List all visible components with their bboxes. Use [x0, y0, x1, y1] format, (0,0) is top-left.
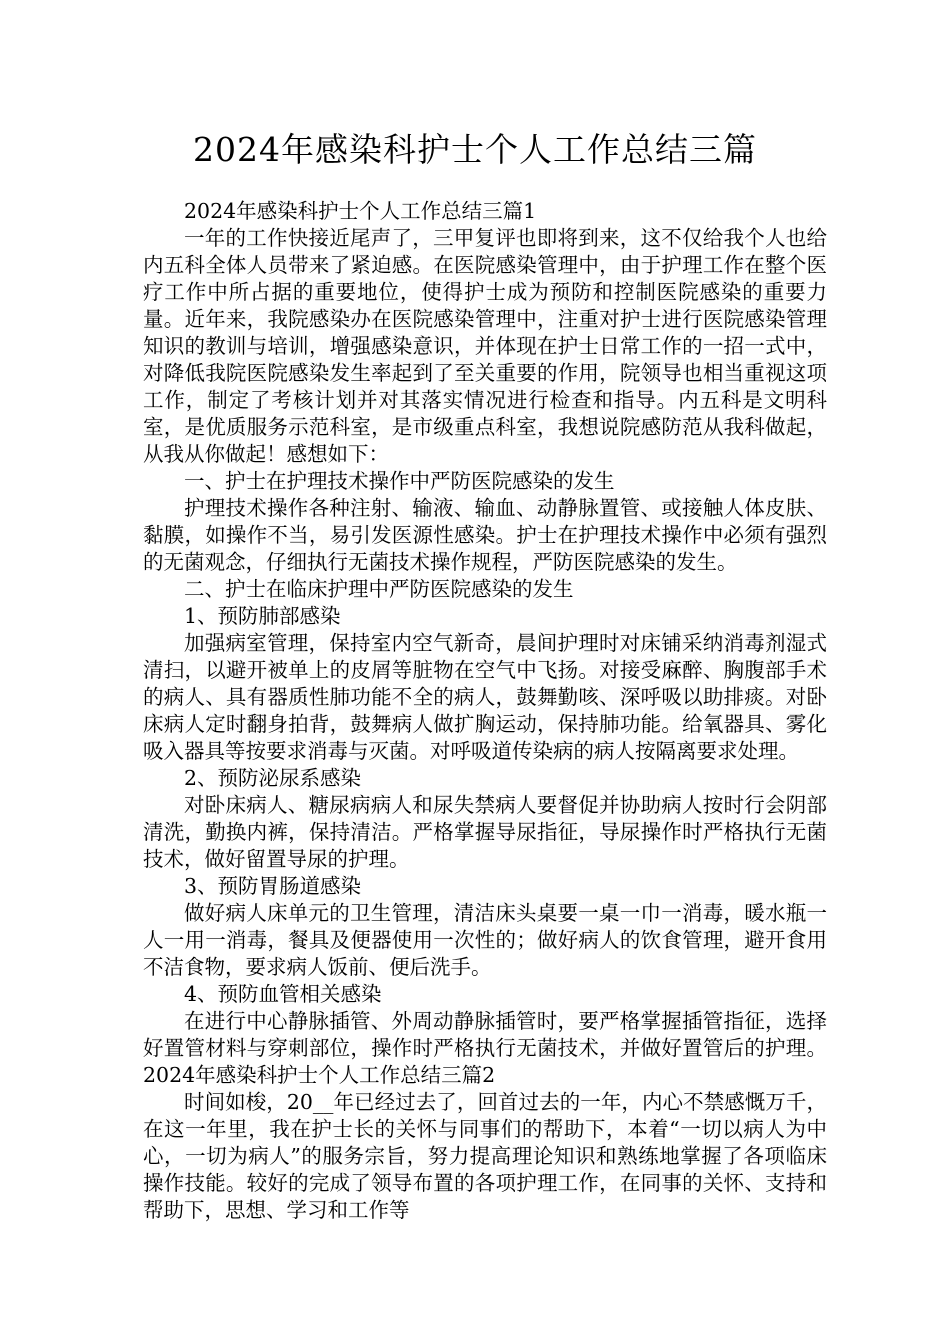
body-paragraph: 一年的工作快接近尾声了，三甲复评也即将到来，这不仅给我个人也给内五科全体人员带来了紧迫感。在医院感染管理中，由于护理工作在整个医疗工作中所占据的重要地位，使得护士成为预防和控制医院感染的重要力量。近年来，我院感染办在医院感染管理中，注重对护士进行医院感染管理知识的教训与培训，增强感染意识，并体现在护士日常工作的一招一式中，对降低我院医院感染发生率起到了至关重要的作用，院领导也相当重视这项工作，制定了考核计划并对其落实情况进行检查和指导。内五科是文明科室，是优质服务示范科室，是市级重点科室，我想说院感防范从我科做起，从我从你做起！感想如下：	[143, 226, 827, 466]
body-paragraph: 加强病室管理，保持室内空气新奇，晨间护理时对床铺采纳消毒剂湿式清扫，以避开被单上的皮屑等脏物在空气中飞扬。对接受麻醉、胸腹部手术的病人、具有器质性肺功能不全的病人，鼓舞勤咳、深呼吸以助排痰。对卧床病人定时翻身拍背，鼓舞病人做扩胸运动，保持肺功能。给氧器具、雾化吸入器具等按要求消毒与灭菌。对呼吸道传染病的病人按隔离要求处理。	[143, 631, 827, 763]
body-paragraph: 做好病人床单元的卫生管理，清洁床头桌要一桌一巾一消毒，暖水瓶一人一用一消毒，餐具及便器使用一次性的；做好病人的饮食管理，避开食用不洁食物，要求病人饭前、便后洗手。	[143, 901, 827, 979]
document-title: 2024年感染科护士个人工作总结三篇	[193, 130, 757, 169]
body-paragraph: 在进行中心静脉插管、外周动静脉插管时，要严格掌握插管指征，选择好置管材料与穿刺部位，操作时严格执行无菌技术，并做好置管后的护理。2024年感染科护士个人工作总结三篇2	[143, 1009, 827, 1087]
section-heading: 二、护士在临床护理中严防医院感染的发生	[184, 577, 574, 601]
body-paragraph: 时间如梭，20__年已经过去了，回首过去的一年，内心不禁感慨万千，在这一年里，我在护士长的关怀与同事们的帮助下，本着“一切以病人为中心，一切为病人”的服务宗旨，努力提高理论知识和熟练地掌握了各项临床操作技能。较好的完成了领导布置的各项护理工作，在同事的关怀、支持和帮助下，思想、学习和工作等	[143, 1090, 827, 1222]
subsection-heading: 3、预防胃肠道感染	[184, 874, 362, 898]
document-body	[143, 198, 827, 1224]
section-heading: 2024年感染科护士个人工作总结三篇1	[184, 199, 537, 223]
subsection-heading: 4、预防血管相关感染	[184, 982, 382, 1006]
body-paragraph: 护理技术操作各种注射、输液、输血、动静脉置管、或接触人体皮肤、黏膜，如操作不当，易引发医源性感染。护士在护理技术操作中必须有强烈的无菌观念，仔细执行无菌技术操作规程，严防医院感染的发生。	[143, 496, 827, 574]
body-paragraph: 对卧床病人、糖尿病病人和尿失禁病人要督促并协助病人按时行会阴部清洗，勤换内裤，保持清洁。严格掌握导尿指征，导尿操作时严格执行无菌技术，做好留置导尿的护理。	[143, 793, 827, 871]
section-heading: 一、护士在护理技术操作中严防医院感染的发生	[184, 469, 615, 493]
subsection-heading: 2、预防泌尿系感染	[184, 766, 362, 790]
subsection-heading: 1、预防肺部感染	[184, 604, 341, 628]
